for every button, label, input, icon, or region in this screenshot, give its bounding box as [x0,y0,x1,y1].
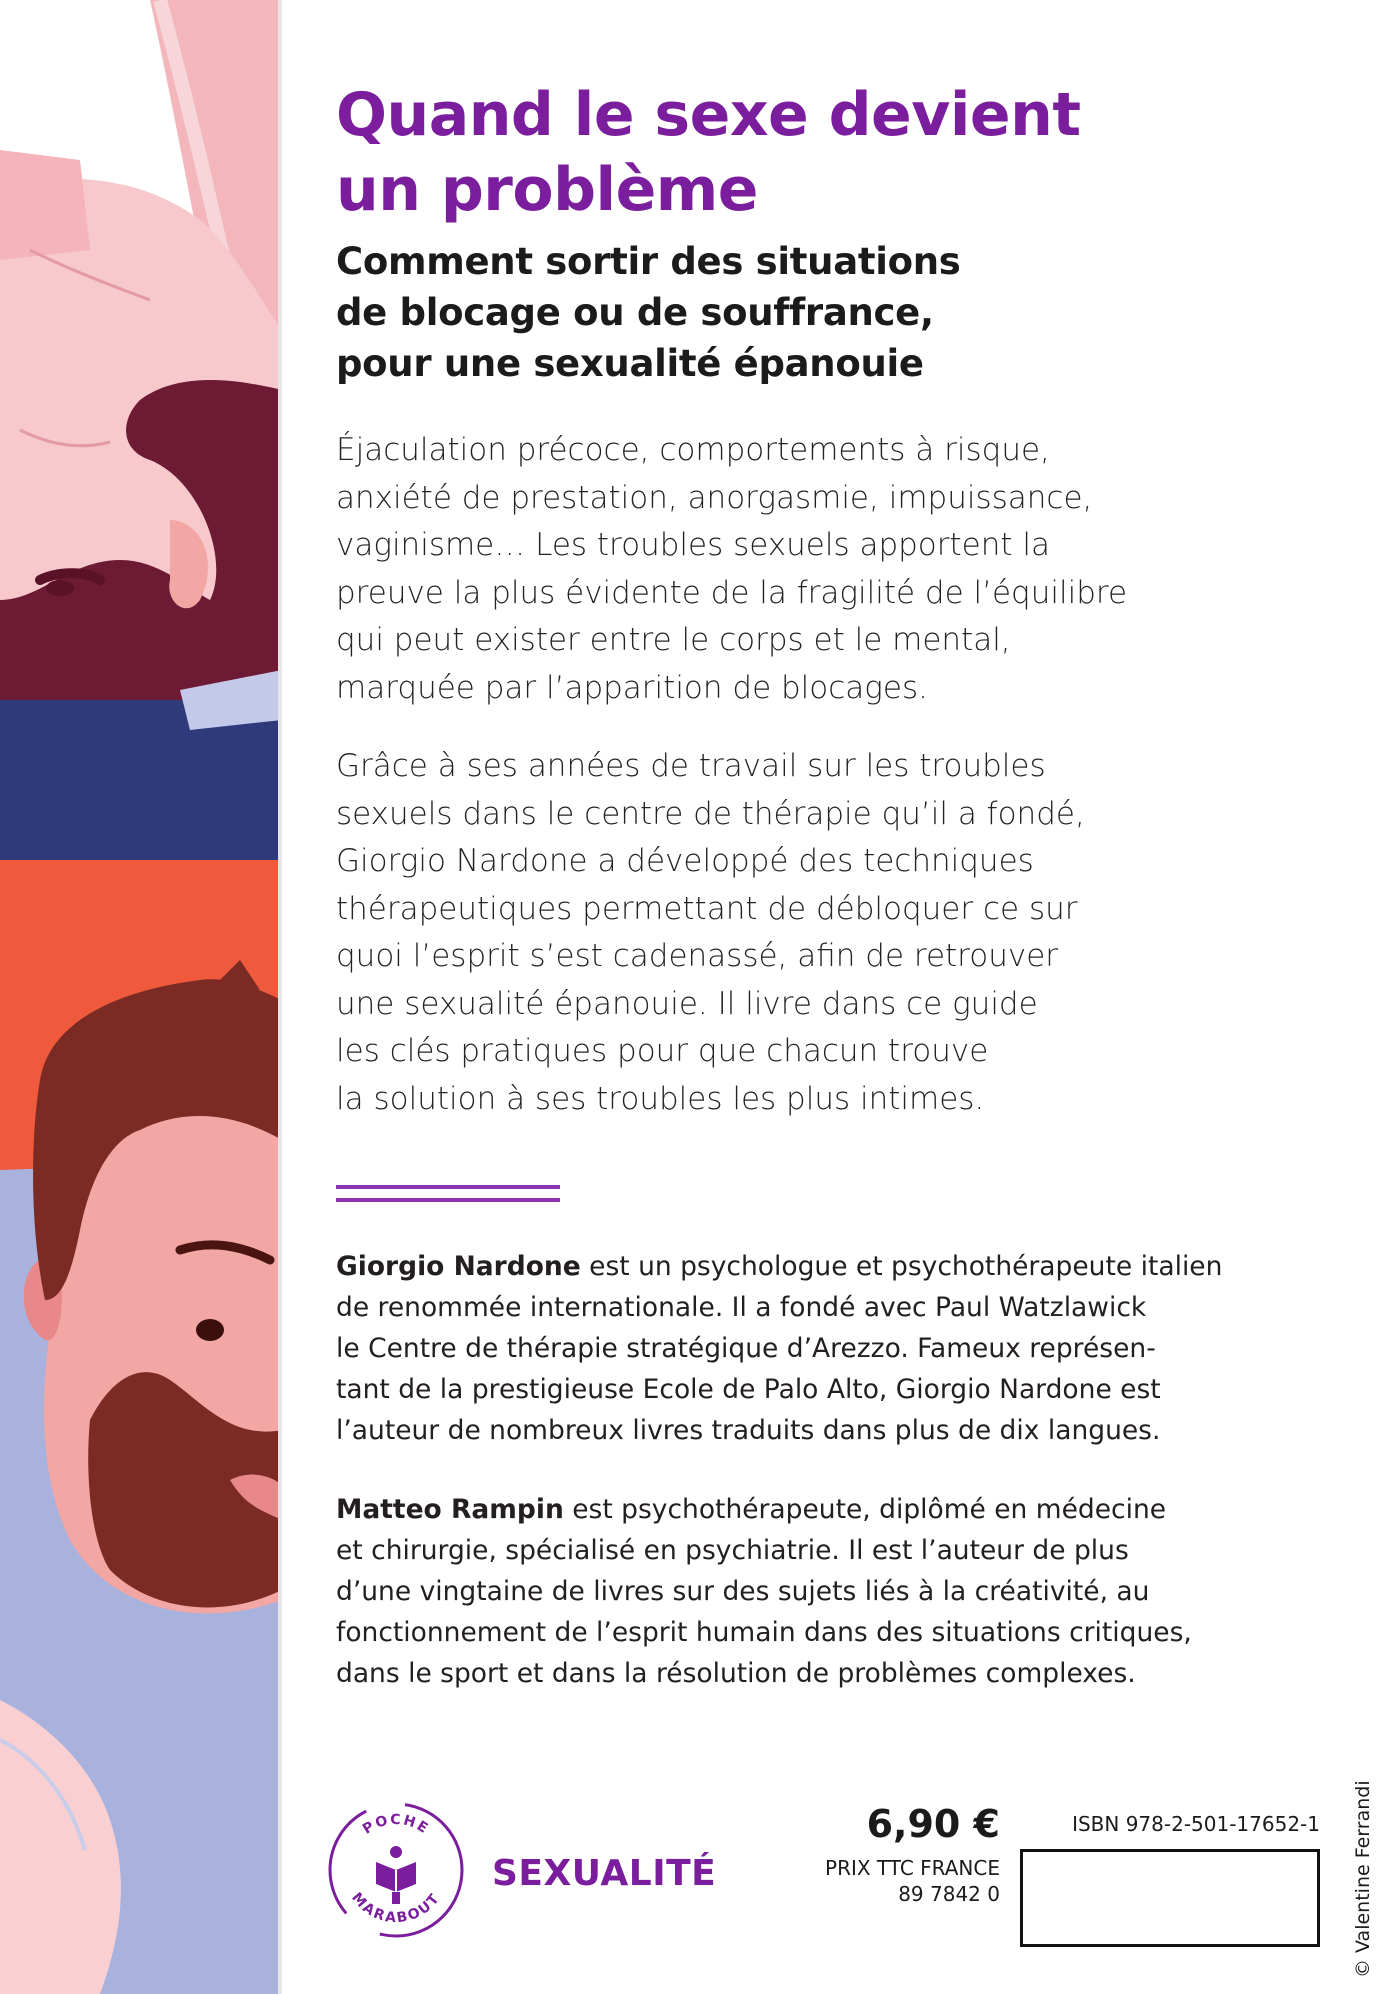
price-label: PRIX TTC FRANCE [825,1856,1000,1880]
spine-edge [278,0,282,1994]
subtitle-line: Comment sortir des situations [336,240,961,283]
text-line: preuve la plus évidente de la fragilité de l’équilibre [336,574,1128,611]
logo-bottom-text: MARABOUT [348,1889,444,1927]
text-line: et chirurgie, spécialisé en psychiatrie. Il est l’auteur de plus [336,1535,1129,1566]
description-paragraph-2 [336,743,1336,1123]
title-line: un problème [336,155,758,225]
text-line: la solution à ses troubles les plus intimes. [336,1080,985,1117]
text-line: sexuels dans le centre de thérapie qu’il a fondé, [336,795,1085,832]
divider-line [336,1198,560,1202]
poche-marabout-logo [326,1800,466,1940]
subtitle-line: de blocage ou de souffrance, [336,291,934,334]
book-title [336,78,1336,228]
subtitle-line: pour une sexualité épanouie [336,342,924,385]
description-paragraph-1 [336,427,1336,712]
text-line: vaginisme… Les troubles sexuels apportent la [336,527,1051,563]
author-name: Matteo Rampin [336,1494,564,1525]
bio-text: est un psychologue et psychothérapeute italien [580,1251,1223,1282]
text-line: fonctionnement de l’esprit humain dans des situations critiques, [336,1617,1192,1648]
text-line: Giorgio Nardone a développé des techniques [336,843,1034,879]
cover-illustration [0,0,282,1994]
text-line: tant de la prestigieuse Ecole de Palo Alto, Giorgio Nardone est [336,1374,1161,1405]
text-line: quoi l’esprit s’est cadenassé, afin de retrouver [336,938,1059,974]
book-person-icon [376,1846,416,1904]
author-name: Giorgio Nardone [336,1251,581,1282]
author-bio-nardone [336,1246,1336,1451]
divider-line [336,1185,560,1189]
illustration-credit: © Valentine Ferrandi [1352,1780,1374,1978]
text-line: l’auteur de nombreux livres traduits dans plus de dix langues. [336,1415,1161,1446]
text-line: le Centre de thérapie stratégique d’Arezzo. Fameux représen- [336,1333,1156,1364]
title-line: Quand le sexe devient [336,80,1081,150]
text-line: une sexualité épanouie. Il livre dans ce guide [336,985,1038,1022]
author-bio-rampin [336,1489,1336,1694]
text-line: les clés pratiques pour que chacun trouve [336,1033,989,1069]
text-line: marquée par l’apparition de blocages. [336,669,928,706]
text-line: d’une vingtaine de livres sur des sujets liés à la créativité, au [336,1576,1150,1607]
book-subtitle [336,236,1316,389]
bio-text: est psychothérapeute, diplômé en médecine [563,1494,1167,1525]
text-line: anxiété de prestation, anorgasmie, impuissance, [336,479,1093,516]
text-line: qui peut exister entre le corps et le mental, [336,622,1011,658]
collection-label: SEXUALITÉ [492,1853,717,1894]
barcode-box [1020,1849,1320,1947]
text-line: Grâce à ses années de travail sur les troubles [336,748,1046,784]
text-line: thérapeutiques permettant de débloquer ce sur [336,890,1078,927]
price-amount: 6,90 € [866,1802,1000,1846]
isbn-number: ISBN 978-2-501-17652-1 [1072,1812,1320,1836]
bio-first-line [336,1489,1336,1530]
text-line: Éjaculation précoce, comportements à risque, [336,432,1050,468]
text-line: de renommée internationale. Il a fondé avec Paul Watzlawick [336,1292,1147,1323]
product-code: 89 7842 0 [898,1882,1000,1906]
logo-top-text: POCHE [359,1811,433,1838]
bio-first-line [336,1246,1336,1287]
text-line: dans le sport et dans la résolution de problèmes complexes. [336,1658,1136,1689]
